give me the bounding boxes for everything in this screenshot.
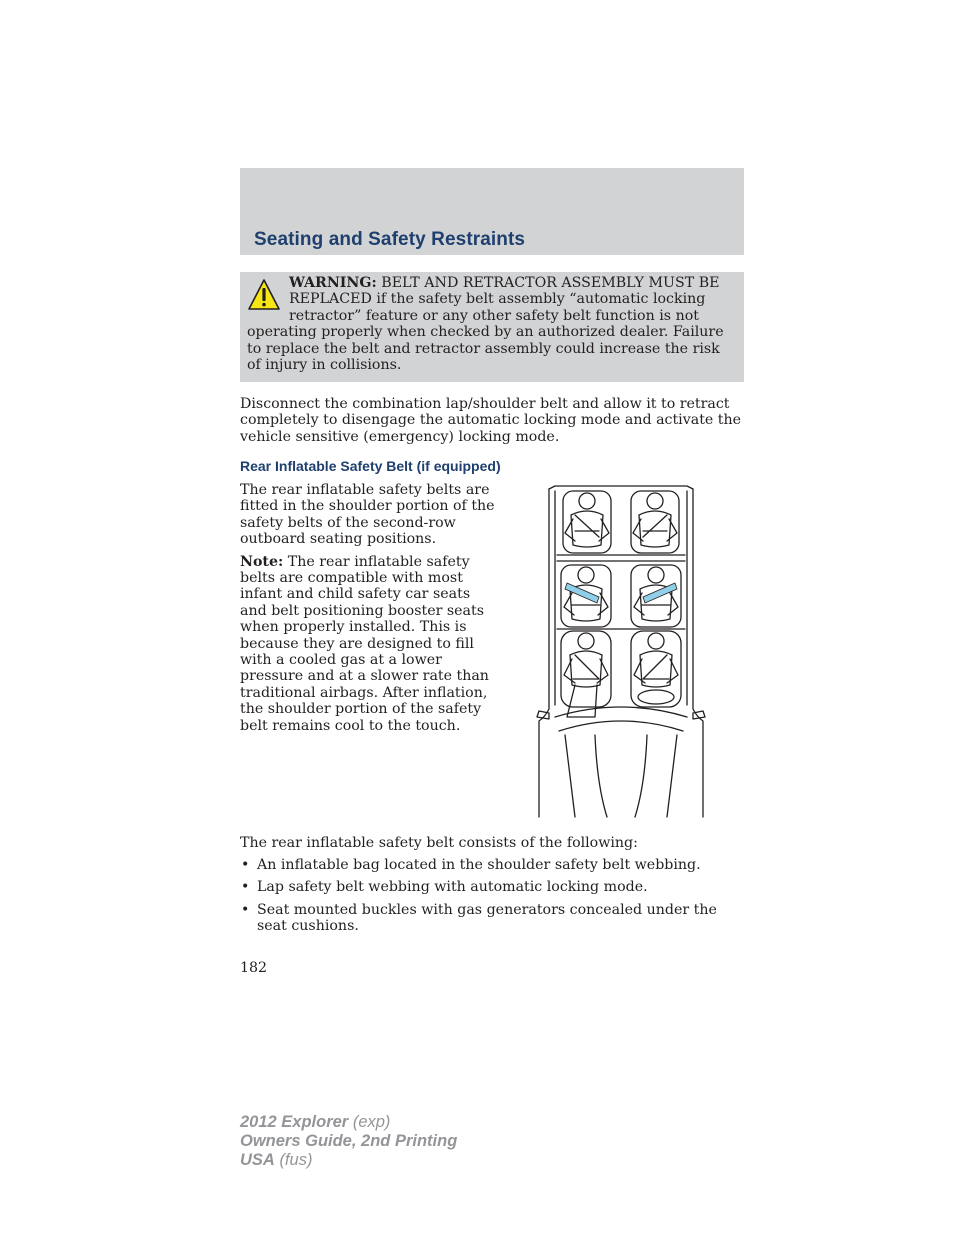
document-footer — [240, 1113, 457, 1170]
disconnect-paragraph: Disconnect the combination lap/shoulder belt and allow it to retract completely to disengage the automatic locking mode and activate the vehicle sensitive (emergency) locking mode. — [240, 396, 742, 445]
footer-region: USA — [240, 1151, 275, 1169]
components-list — [240, 857, 744, 941]
bullet-dot: • — [241, 879, 250, 896]
bullet-dot: • — [241, 901, 250, 918]
left-column — [240, 482, 496, 734]
consists-paragraph: The rear inflatable safety belt consists of the following: — [240, 835, 638, 851]
note-paragraph — [240, 554, 496, 734]
footer-line-region — [240, 1151, 457, 1170]
footer-line-guide — [240, 1132, 457, 1151]
subheading-rear-inflatable: Rear Inflatable Safety Belt (if equipped) — [240, 458, 501, 474]
list-item-text: An inflatable bag located in the shoulder safety belt webbing. — [257, 857, 701, 873]
footer-guide: Owners Guide, 2nd Printing — [240, 1132, 458, 1150]
warning-triangle-icon — [247, 278, 281, 312]
list-item — [240, 857, 744, 873]
note-lead: Note: — [240, 553, 284, 570]
list-item-text: Lap safety belt webbing with automatic locking mode. — [257, 879, 648, 896]
fitted-paragraph: The rear inflatable safety belts are fitted in the shoulder portion of the safety belts of the second-row outboard seating positions. — [240, 482, 495, 548]
list-item — [240, 902, 744, 935]
footer-line-model — [240, 1113, 457, 1132]
note-text: The rear inflatable safety belts are compatible with most infant and child safety car seats and belt positioning booster seats when properly installed. This is because they are designed to fill with a cooled gas at a lower pressure and at a slower rate than traditional airbags. After inflation, the shoulder portion of the safety belt remains cool to the touch. — [240, 553, 489, 734]
section-title: Seating and Safety Restraints — [254, 229, 526, 250]
list-item-text: Seat mounted buckles with gas generators concealed under the seat cushions. — [257, 901, 717, 935]
footer-model-code: (exp) — [352, 1113, 391, 1131]
footer-model: 2012 Explorer — [240, 1113, 349, 1131]
inflatable-belt-highlights — [565, 583, 677, 603]
section-header-band — [240, 168, 744, 255]
bullet-dot: • — [241, 857, 250, 873]
footer-region-code: (fus) — [279, 1151, 313, 1169]
warning-text: BELT AND RETRACTOR ASSEMBLY MUST BE REPLACED if the safety belt assembly “automatic locking retractor” feature or any other safety belt function is not operating properly when checked by an authorized dealer. Failure to replace the belt and retractor assembly could increase the risk of injury in collisions. — [247, 275, 724, 374]
rear-seat-belt-illustration — [535, 485, 707, 819]
page-number: 182 — [240, 960, 268, 976]
warning-lead: WARNING: — [289, 275, 377, 291]
warning-box — [240, 272, 744, 382]
list-item — [240, 879, 744, 895]
